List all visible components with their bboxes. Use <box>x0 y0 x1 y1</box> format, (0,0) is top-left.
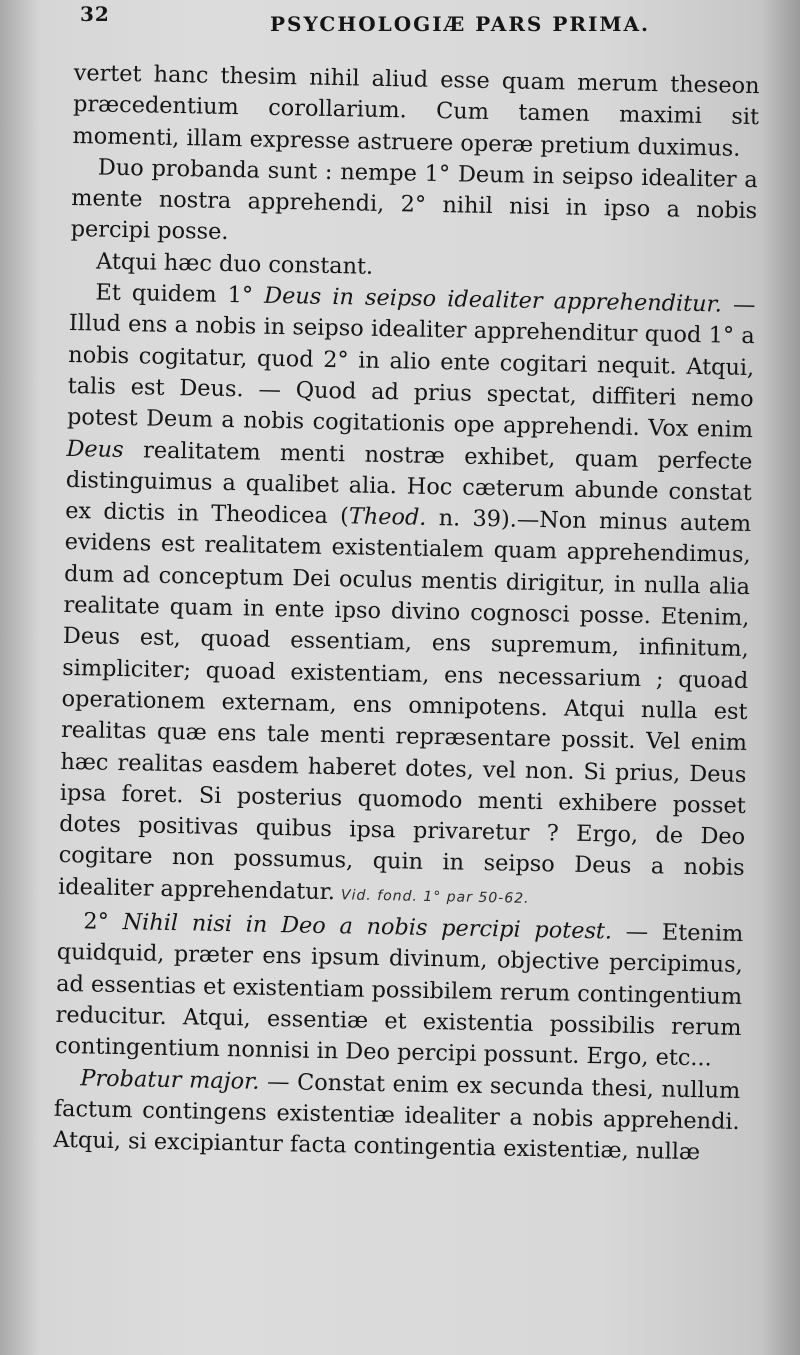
body-text <box>53 58 760 1169</box>
paragraph-4-text-1: — Illud ens a nobis in seipso idealiter apprehenditur quod 1° a nobis cogitatur, quod 2° in alio ente cogitari nequit. Atqui, talis est Deus. — Quod ad prius spectat, diffiteri nemo potest Deum a nobis cogitationis ope apprehendi. Vox enim <box>66 291 756 444</box>
running-head: PSYCHOLOGIÆ PARS PRIMA. <box>270 12 650 36</box>
paragraph-3: Atqui hæc duo constant. <box>95 248 374 280</box>
paragraph-1: vertet hanc thesim nihil aliud esse quam merum theseon præcedentium corollarium. Cum tamen maximi sit momenti, illam expresse astruere operæ pretium duximus. <box>72 59 760 162</box>
paragraph-5 <box>55 906 744 1076</box>
paragraph-2: Duo probanda sunt : nempe 1° Deum in seipso idealiter a mente nostra apprehendi, 2° nihil nisi in ipso a nobis percipi posse. <box>70 154 759 246</box>
paragraph-4-italic-theod: Theod. <box>348 503 427 532</box>
paragraph-4-italic-deus: Deus <box>66 435 124 463</box>
paragraph-6-italic-lead: Probatur major. <box>80 1064 260 1095</box>
paragraph-4-text-2: realitatem menti nostræ exhibet, quam perfecte distinguimus a qualibet alia. Hoc cæterum abunde constat ex dictis in Theodicea ( <box>65 436 753 530</box>
paragraph-5-lead: 2° <box>83 908 123 936</box>
paragraph-4-text-3: n. 39).—Non minus autem evidens est realitatem existentialem quam apprehendimus, dum ad conceptum Dei oculus mentis dirigitur, in nulla alia realitate quam in ente ipso divino cognosci posse. Etenim, Deus est, quoad essentiam, ens supremum, infinitum, simpliciter; quoad existentiam, ens necessarium ; quoad operationem externam, ens omnipotens. Atqui nulla est realitas quæ ens tale menti repræsentare possit. Vel enim hæc realitas easdem haberet dotes, vel non. Si prius, Deus ipsa foret. Si posterius quomodo menti exhibere posset dotes positivas quibus ipsa privaretur ? Ergo, de Deo cogitare non possumus, quin in seipso Deus a nobis idealiter apprehendatur. <box>57 505 752 905</box>
page-number: 32 <box>80 2 110 26</box>
paragraph-5-text: — Etenim quidquid, præter ens ipsum divinum, objective percipimus, ad essentias et existentiam possibilem rerum contingentium reducitur. Atqui, essentiæ et existentia possibilis rerum contingentium nonnisi in Deo percipi possunt. Ergo, etc... <box>54 918 744 1072</box>
paragraph-4-italic-thesis: Deus in seipso idealiter apprehenditur. <box>263 282 723 318</box>
handwritten-note: Vid. fond. 1° par 50-62. <box>340 887 530 907</box>
page-header <box>70 2 770 52</box>
paragraph-6-text: — Constat enim ex secunda thesi, nullum factum contingens existentiæ idealiter a nobis apprehendi. Atqui, si excipiantur facta contingentia existentiæ, nullæ <box>52 1068 741 1166</box>
paragraph-4 <box>58 277 756 919</box>
paragraph-4-lead: Et quidem 1° <box>95 279 265 309</box>
paragraph-5-italic-thesis: Nihil nisi in Deo a nobis percipi potest. <box>122 909 613 945</box>
paragraph-6 <box>53 1062 741 1169</box>
